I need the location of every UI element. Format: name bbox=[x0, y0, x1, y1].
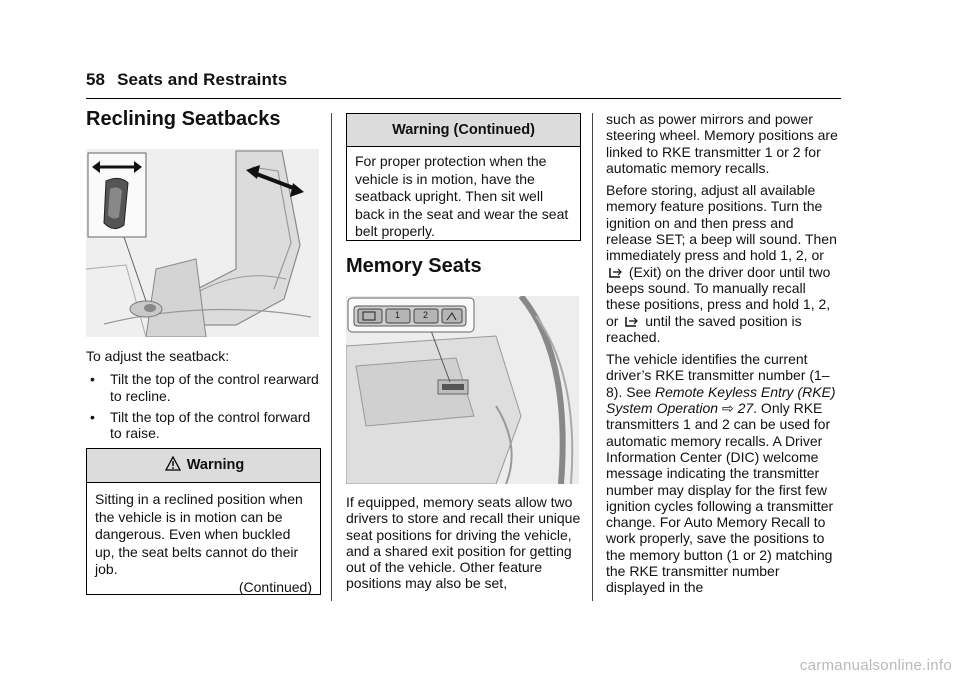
exit-seat-icon bbox=[624, 315, 639, 328]
warning-header bbox=[87, 449, 320, 483]
bullet-marker: • bbox=[90, 371, 95, 388]
watermark: carmanualsonline.info bbox=[799, 657, 952, 674]
warning-triangle-icon bbox=[165, 456, 181, 471]
warning-continued-text: For proper protection when the vehicle is in motion, have the seatback upright. Then sit well back in the seat and wear the seat belt properly. bbox=[355, 153, 569, 240]
reference-page-number[interactable]: 27 bbox=[737, 400, 754, 417]
reclining-heading: Reclining Seatbacks bbox=[86, 108, 281, 130]
paragraph-2-part-b: (Exit) on the driver door until two beeps sound. To manually recall these positions, press and hold 1, 2, or bbox=[606, 263, 831, 329]
header-rule bbox=[86, 98, 841, 99]
column-divider-1 bbox=[331, 113, 332, 601]
page-header bbox=[86, 70, 287, 90]
paragraph-3-part-b: . Only RKE transmitters 1 and 2 can be used for automatic memory recalls. A Driver Information Center (DIC) welcome message indicating the transmitter number may display for the first few ignition cycles following a transmitter change. For Auto Memory Recall to work properly, save the positions to the memory button (1 or 2) matching the RKE transmitter number displayed in the bbox=[606, 400, 834, 596]
paragraph-2-part-c: until the saved position is reached. bbox=[606, 312, 802, 345]
bullet-text: Tilt the top of the control forward to raise. bbox=[110, 408, 311, 442]
warning-title: Warning bbox=[186, 457, 245, 473]
memory-seats-heading: Memory Seats bbox=[346, 255, 482, 277]
paragraph-2 bbox=[606, 182, 842, 345]
memory-intro-text: If equipped, memory seats allow two drivers to store and recall their unique seat positions for driving the vehicle, and a shared exit position for getting out of the vehicle. Other feature positions may also be set, bbox=[346, 494, 581, 592]
memory-intro bbox=[346, 494, 586, 592]
memory-button-2-label: 2 bbox=[423, 310, 429, 320]
bullet-item bbox=[86, 409, 322, 442]
paragraph-2-part-a: Before storing, adjust all available memory feature positions. Turn the ignition on and then press and release SET; a beep will sound. Then immediately press and hold 1, 2, or bbox=[606, 182, 837, 264]
bullet-marker: • bbox=[90, 408, 95, 425]
column-1 bbox=[86, 108, 322, 130]
bullet-item bbox=[86, 371, 322, 404]
paragraph-1: such as power mirrors and power steering wheel. Memory positions are linked to RKE transmitter 1 or 2 for automatic memory recalls. bbox=[606, 111, 838, 176]
rke-reference-link[interactable]: Remote Keyless Entry (RKE) System Operation bbox=[606, 383, 836, 417]
memory-button-1-label: 1 bbox=[395, 310, 401, 320]
section-title: Seats and Restraints bbox=[117, 70, 288, 89]
continued-label: (Continued) bbox=[238, 578, 312, 595]
page-reference-arrow-icon: ⇨ bbox=[721, 400, 734, 417]
paragraph-3 bbox=[606, 351, 842, 595]
seat-control-illustration bbox=[86, 149, 319, 337]
warning-text: Sitting in a reclined position when the vehicle is in motion can be dangerous. Even when buckled up, the seat belts cannot do their job. bbox=[95, 491, 303, 578]
paragraph-3-part-a: The vehicle identifies the current driver’s RKE transmitter number (1–8). See bbox=[606, 351, 830, 400]
column-divider-2 bbox=[592, 113, 593, 601]
memory-buttons-illustration bbox=[346, 296, 579, 484]
intro-text: To adjust the seatback: bbox=[86, 348, 230, 364]
memory-heading-wrap bbox=[346, 255, 586, 277]
reclining-instructions bbox=[86, 348, 322, 441]
warning-box bbox=[86, 448, 321, 595]
exit-seat-icon bbox=[608, 266, 623, 279]
warning-continued-box bbox=[346, 113, 581, 241]
column-3 bbox=[606, 111, 842, 602]
warning-body bbox=[87, 483, 320, 603]
bullet-text: Tilt the top of the control rearward to recline. bbox=[110, 371, 319, 404]
warning-continued-header: Warning (Continued) bbox=[347, 114, 580, 147]
page-number: 58 bbox=[86, 70, 106, 89]
